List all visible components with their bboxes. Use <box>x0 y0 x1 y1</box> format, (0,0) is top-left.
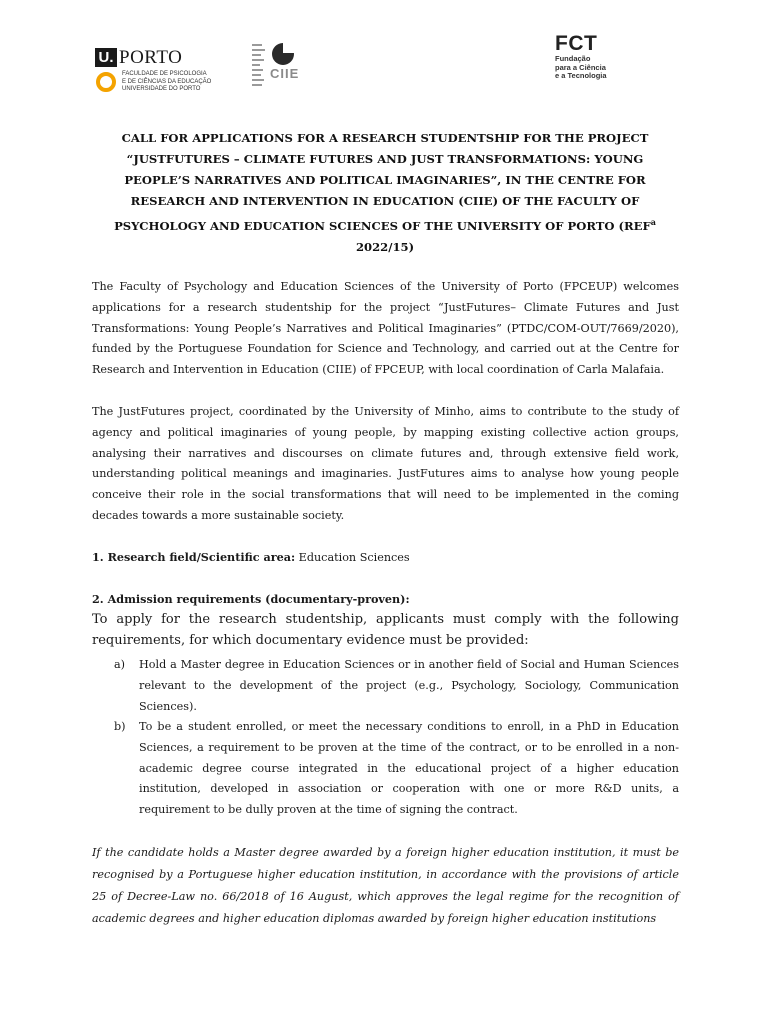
ciie-word: CIIE <box>270 66 300 81</box>
section-2-heading-text: 2. Admission requirements (documentary-proven): <box>92 592 410 606</box>
title-line: RESEARCH AND INTERVENTION IN EDUCATION (CIIE) OF THE FACULTY OF <box>130 194 640 208</box>
list-marker: b) <box>114 720 126 733</box>
section-2-heading <box>92 589 410 610</box>
title-line: “JUSTFUTURES – CLIMATE FUTURES AND JUST TRANSFORMATIONS: YOUNG <box>126 152 644 166</box>
uporto-faculty-text <box>122 71 211 94</box>
title-line: 2022/15) <box>355 239 415 254</box>
section-1-heading: 1. Research field/Scientific area: <box>92 550 296 564</box>
intro-paragraph: The Faculty of Psychology and Education Sciences of the University of Porto (FPCEUP) welcomes applications for a research studentship for the project “JustFutures– Climate Futures and Just Transformations: Young People’s Narratives and Political Imaginaries” (PTDC/COM-OUT/7669/2020), funded by the Portuguese Foundation for Science and Technology, and carried out at the Centre for Research and Intervention in Education (CIIE) of FPCEUP, with local coordination of Carla Malafaia. <box>92 280 679 377</box>
uporto-ring-icon <box>96 72 116 92</box>
fct-sub-line: e a Tecnologia <box>555 71 607 80</box>
title-line: CALL FOR APPLICATIONS FOR A RESEARCH STUDENTSHIP FOR THE PROJECT <box>121 131 649 145</box>
uporto-mark: U. <box>95 48 117 67</box>
uporto-word: PORTO <box>119 47 183 68</box>
uporto-sub-line: UNIVERSIDADE DO PORTO <box>122 86 201 92</box>
document-title <box>95 128 675 258</box>
fct-logo <box>555 33 625 83</box>
section-1-value: Education Sciences <box>295 551 410 564</box>
fct-sub-line: para a Ciência <box>555 62 606 72</box>
list-item-text: To be a student enrolled, or meet the necessary conditions to enroll, in a PhD in Education Sciences, a requirement to be proven at the time of the contract, or to be enrolled in a non-academic degree course integrated in the educational project of a higher education institution, developed in association or cooperation with one or more R&D units, a requirement to be dully proven at the time of signing the contract. <box>139 720 679 817</box>
section-2-intro: To apply for the research studentship, applicants must comply with the following requirements, for which documentary evidence must be provided: <box>92 612 679 648</box>
ciie-cut-shape <box>283 42 297 53</box>
uporto-sub-line: E DE CIÊNCIAS DA EDUCAÇÃO <box>122 78 212 85</box>
uporto-logo <box>95 47 225 95</box>
title-superscript: a <box>650 217 656 227</box>
list-item-text: Hold a Master degree in Education Sciences or in another field of Social and Human Sciences relevant to the development of the project (e.g., Psychology, Sociology, Communication Sciences). <box>139 658 679 713</box>
section-1 <box>92 547 410 568</box>
uporto-sub-line: FACULDADE DE PSICOLOGIA <box>122 71 207 77</box>
fct-sub-line: Fundação <box>555 54 591 63</box>
title-line-text: PSYCHOLOGY AND EDUCATION SCIENCES OF THE UNIVERSITY OF PORTO (REF <box>114 218 651 233</box>
list-marker: a) <box>114 658 126 671</box>
ciie-logo <box>252 42 300 92</box>
title-line: PEOPLE’S NARRATIVES AND POLITICAL IMAGINARIES”, IN THE CENTRE FOR <box>124 173 646 187</box>
title-line <box>95 212 675 237</box>
recognition-note: If the candidate holds a Master degree awarded by a foreign higher education institution, it must be recognised by a Portuguese higher education institution, in accordance with the provisions of article 25 of Decree-Law no. 66/2018 of 16 August, which approves the legal regime for the recognition of academic degrees and higher education diplomas awarded by foreign higher education institutions <box>92 846 679 925</box>
fct-word: FCT <box>555 32 598 55</box>
project-paragraph: The JustFutures project, coordinated by the University of Minho, aims to contribute to the study of agency and political imaginaries of young people, by mapping existing collective action groups, analysing their narratives and discourses on climate futures and, through extensive field work, understanding political meanings and imaginaries. JustFutures aims to analyse how young people conceive their role in the social transformations that will need to be implemented in the coming decades towards a more sustainable society. <box>92 405 679 522</box>
fct-subtitle <box>555 55 607 81</box>
